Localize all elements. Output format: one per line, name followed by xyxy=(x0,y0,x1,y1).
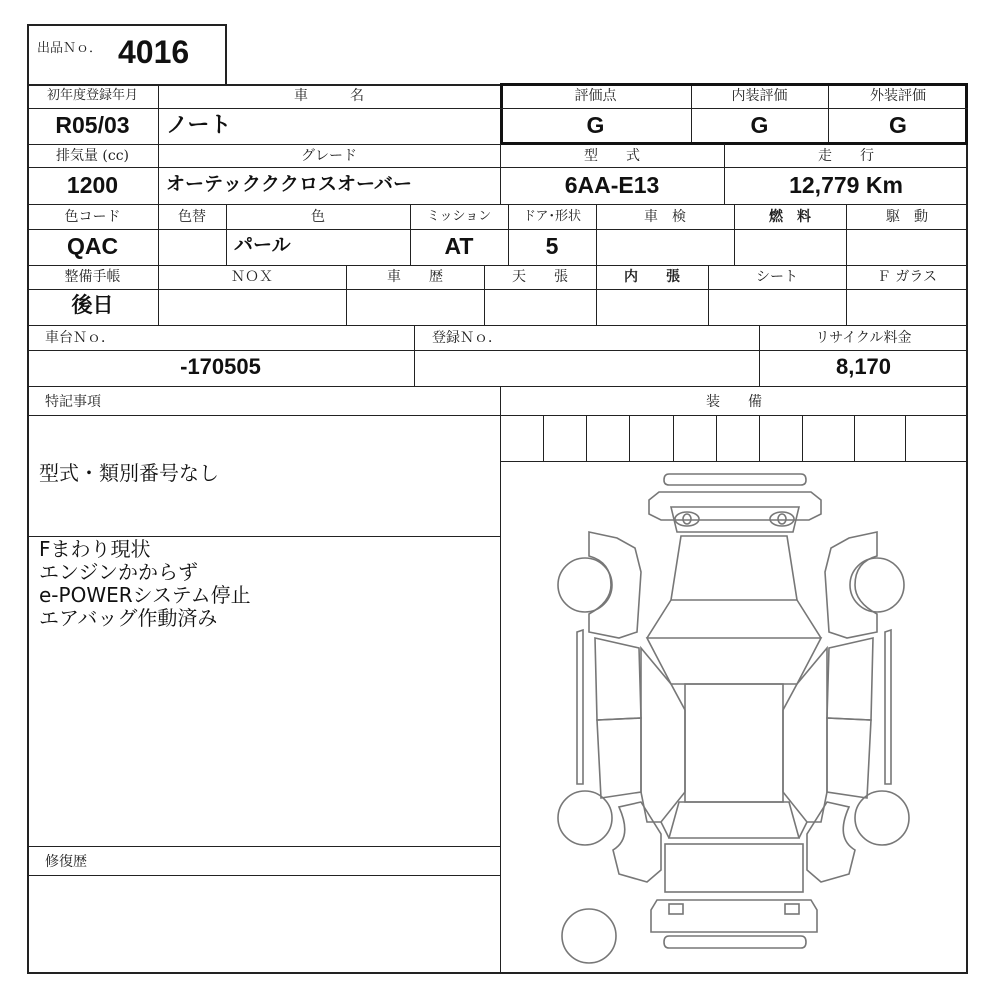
mileage-label: 走 行 xyxy=(818,148,874,164)
doors-label: ドア･形状 xyxy=(522,209,582,224)
right-front-wheel-shape xyxy=(850,558,904,612)
color-code-value: QAC xyxy=(66,233,119,259)
doors-value: 5 xyxy=(545,233,559,259)
grade-value: オーテックククロスオーバー xyxy=(166,174,413,195)
nox-label: ＮＯＸ xyxy=(231,269,273,285)
repaint-label: 色替 xyxy=(178,209,206,225)
first-registration-label: 初年度登録年月 xyxy=(46,88,138,103)
drive-label: 駆 動 xyxy=(886,209,928,225)
right-rocker-shape xyxy=(885,630,891,784)
seat-label: シート xyxy=(756,269,798,285)
car-damage-diagram xyxy=(501,462,967,973)
remarks-line-1: Fまわり現状 xyxy=(39,537,151,561)
chassis-value: -170505 xyxy=(180,354,261,379)
mileage-value: 12,779 Km xyxy=(789,172,903,198)
right-rear-door-shape xyxy=(827,718,871,798)
remarks-line-3: e-POWERシステム停止 xyxy=(39,583,251,607)
spare-wheel-shape xyxy=(562,909,616,963)
roof-lining-label: 天 張 xyxy=(512,269,568,285)
equipment-label: 装 備 xyxy=(706,394,762,410)
interior-value: G xyxy=(750,112,769,138)
f-glass-label: Ｆ ガラス xyxy=(876,269,938,285)
roof-shape xyxy=(685,684,783,802)
left-rear-door-shape xyxy=(597,718,641,798)
right-pillar-shape xyxy=(783,648,827,822)
inspection-label: 車 検 xyxy=(644,209,686,225)
color-label: 色 xyxy=(311,209,325,225)
color-code-label: 色コード xyxy=(64,209,121,225)
remarks-line-2: エンジンかからず xyxy=(39,560,198,584)
interior-lining-label: 内 張 xyxy=(624,269,680,285)
left-front-fender-shape xyxy=(589,532,641,638)
windshield-shape xyxy=(647,638,821,684)
front-bumper-shape xyxy=(664,474,806,485)
model-label: 型 式 xyxy=(584,148,640,164)
rear-bumper-shape xyxy=(664,936,806,948)
left-front-wheel-shape xyxy=(558,558,612,612)
chassis-label: 車台Ｎｏ． xyxy=(45,330,115,346)
grade-label: グレード xyxy=(301,148,357,164)
model-value: 6AA-E13 xyxy=(564,172,660,198)
recycle-value: 8,170 xyxy=(835,354,892,379)
lot-number-label: 出品Ｎｏ． xyxy=(37,41,103,56)
remarks-line-4: エアバッグ作動済み xyxy=(39,606,218,630)
left-pillar-shape xyxy=(641,648,685,822)
recycle-label: リサイクル料金 xyxy=(815,330,912,346)
color-value: パール xyxy=(234,235,291,256)
fuel-label: 燃 料 xyxy=(769,209,811,225)
right-tail-light-shape xyxy=(785,904,799,914)
left-rear-wheel-shape xyxy=(558,791,612,845)
exterior-value: G xyxy=(889,112,907,138)
score-value: G xyxy=(586,112,605,138)
service-book-value: 後日 xyxy=(71,294,114,317)
repair-history-label: 修復歴 xyxy=(45,854,87,870)
hood-shape xyxy=(671,536,797,600)
registration-label: 登録Ｎｏ． xyxy=(432,330,502,346)
history-label: 車 歴 xyxy=(387,269,443,285)
service-book-label: 整備手帳 xyxy=(64,269,121,285)
left-rear-quarter-shape xyxy=(613,802,661,882)
first-registration-value: R05/03 xyxy=(55,112,130,138)
car-name-label: 車 名 xyxy=(294,88,364,104)
left-front-door-shape xyxy=(595,638,641,720)
mission-label: ミッション xyxy=(426,209,492,224)
left-rocker-shape xyxy=(577,630,583,784)
back-door-shape xyxy=(665,844,803,892)
left-tail-light-shape xyxy=(669,904,683,914)
right-rear-wheel-shape xyxy=(855,791,909,845)
interior-label: 内装評価 xyxy=(731,88,788,104)
exterior-label: 外装評価 xyxy=(870,88,926,104)
lot-number-value: 4016 xyxy=(118,34,190,70)
front-panel-shape xyxy=(649,492,821,520)
remarks-top-text: 型式・類別番号なし xyxy=(39,461,219,485)
displacement-label: 排気量 (cc) xyxy=(55,148,130,164)
rear-window-shape xyxy=(669,802,799,838)
mission-value: AT xyxy=(444,233,474,259)
right-front-door-shape xyxy=(827,638,873,720)
remarks-label: 特記事項 xyxy=(45,394,101,410)
right-front-fender-shape xyxy=(825,532,877,638)
right-rear-quarter-shape xyxy=(807,802,855,882)
displacement-value: 1200 xyxy=(66,172,119,198)
car-name-value: ノート xyxy=(166,112,232,137)
score-label: 評価点 xyxy=(574,88,617,104)
